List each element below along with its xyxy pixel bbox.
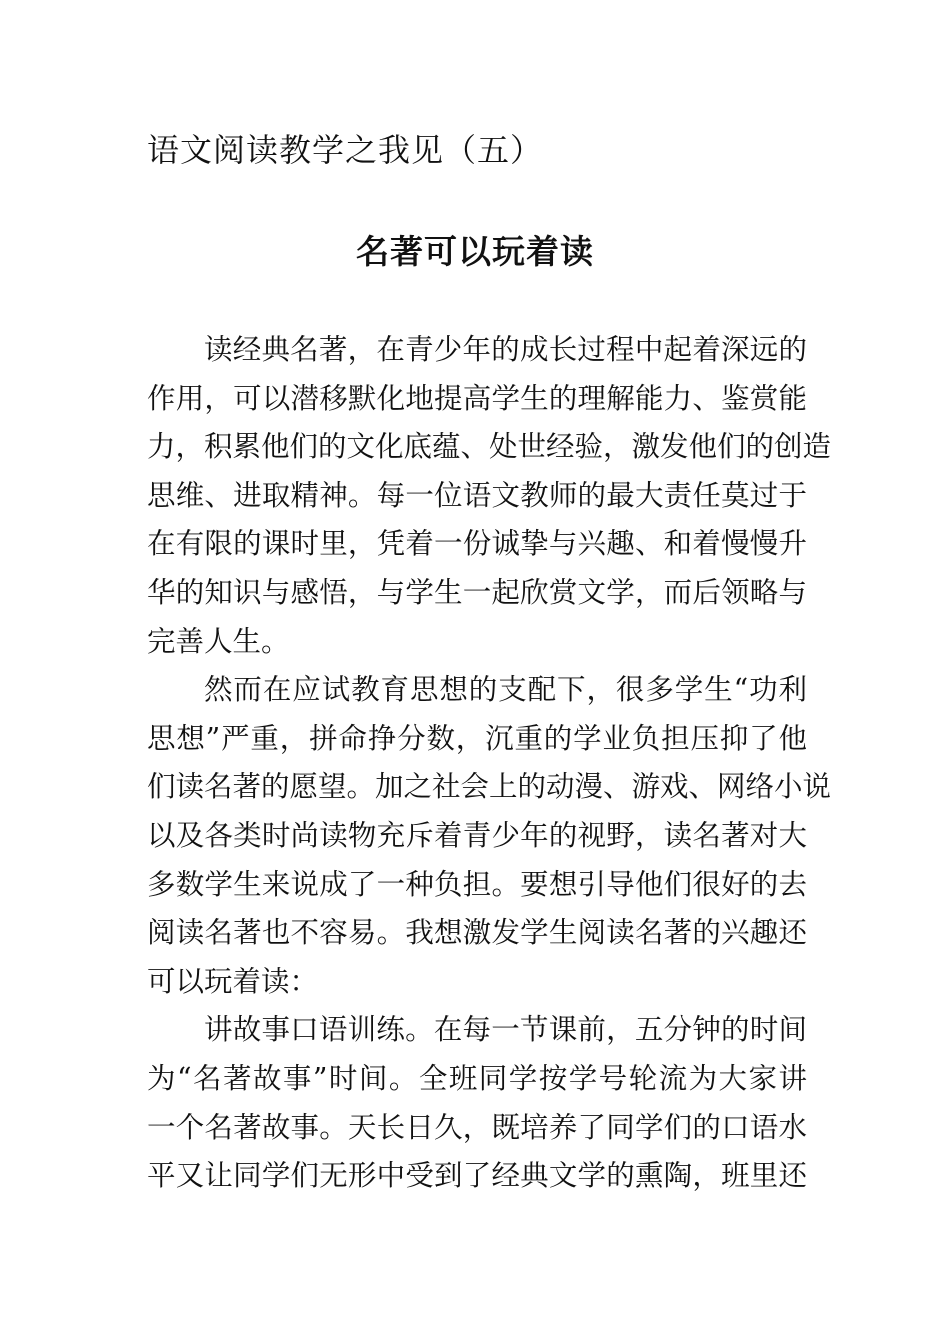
text-line: 思维、进取精神。每一位语文教师的最大责任莫过于 (147, 478, 807, 512)
text-line: 为“名著故事”时间。全班同学按学号轮流为大家讲 (147, 1061, 807, 1095)
article-body (147, 326, 832, 1201)
text-line: 们读名著的愿望。加之社会上的动漫、游戏、网络小说 (147, 770, 832, 804)
text-line: 以及各类时尚读物充斥着青少年的视野，读名著对大 (147, 818, 807, 852)
text-line: 然而在应试教育思想的支配下，很多学生“功利 (204, 673, 807, 707)
text-line: 可以玩着读： (147, 964, 319, 998)
text-line: 华的知识与感悟，与学生一起欣赏文学，而后领略与 (147, 575, 807, 609)
paragraph-3 (147, 1006, 807, 1200)
text-line: 讲故事口语训练。在每一节课前，五分钟的时间 (204, 1013, 807, 1047)
text-line: 在有限的课时里，凭着一份诚挚与兴趣、和着慢慢升 (147, 527, 807, 561)
text-line: 平又让同学们无形中受到了经典文学的熏陶，班里还 (147, 1159, 807, 1193)
text-line: 读经典名著，在青少年的成长过程中起着深远的 (204, 333, 807, 366)
text-line: 作用，可以潜移默化地提高学生的理解能力、鉴赏能 (147, 381, 807, 415)
text-line: 阅读名著也不容易。我想激发学生阅读名著的兴趣还 (147, 916, 807, 950)
series-title: 语文阅读教学之我见（五） (147, 131, 544, 169)
text-line: 一个名著故事。天长日久，既培养了同学们的口语水 (147, 1110, 807, 1144)
text-line: 完善人生。 (147, 624, 290, 658)
paragraph-1 (147, 326, 832, 666)
article-title: 名著可以玩着读 (356, 232, 594, 271)
text-line: 力，积累他们的文化底蕴、处世经验，激发他们的创造 (147, 430, 832, 464)
paragraph-2 (147, 666, 832, 1006)
text-line: 思想”严重，拼命挣分数，沉重的学业负担压抑了他 (147, 721, 807, 755)
text-line: 多数学生来说成了一种负担。要想引导他们很好的去 (147, 867, 807, 901)
